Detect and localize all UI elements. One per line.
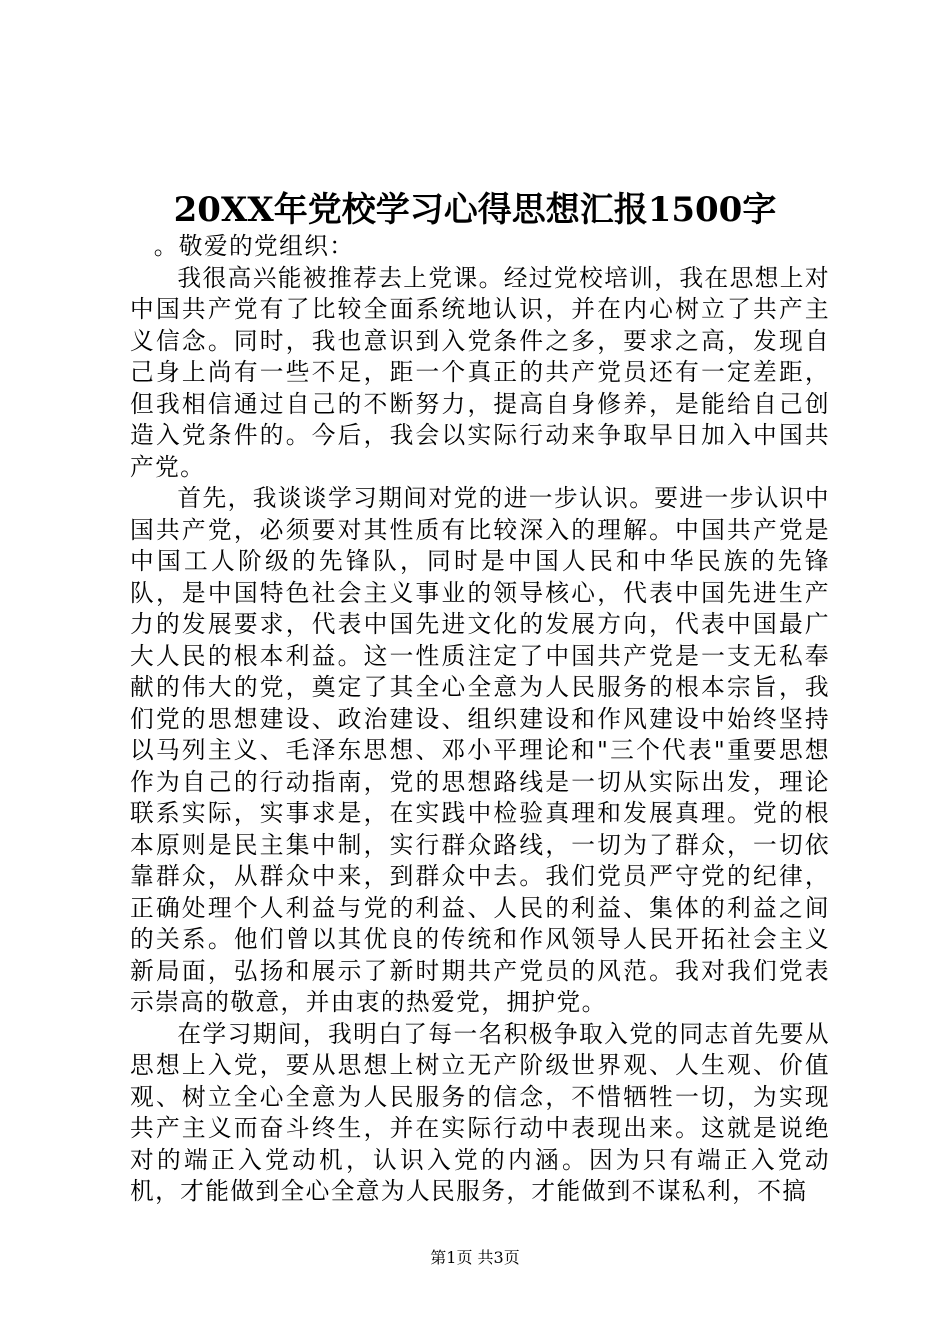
document-title: 20XX年党校学习心得思想汇报1500字	[173, 190, 777, 230]
page-footer: 第1页 共3页	[430, 1248, 520, 1267]
salutation: 。敬爱的党组织：	[153, 232, 355, 260]
paragraph-3: 在学习期间，我明白了每一名积极争取入党的同志首先要从思想上入党，要从思想上树立无产阶级世界观、人生观、价值观、树立全心全意为人民服务的信念，不惜牺牲一切，为实现共产主义而奋斗终生，并在实际行动中表现出来。这就是说绝对的端正入党动机，认识入党的内涵。因为只有端正入党动机，才能做到全心全意为人民服务，才能做到不谋私利，不搞	[130, 1019, 830, 1205]
paragraph-2: 首先，我谈谈学习期间对党的进一步认识。要进一步认识中国共产党，必须要对其性质有比较深入的理解。中国共产党是中国工人阶级的先锋队，同时是中国人民和中华民族的先锋队，是中国特色社会主义事业的领导核心，代表中国先进生产力的发展要求，代表中国先进文化的发展方向，代表中国最广大人民的根本利益。这一性质注定了中国共产党是一支无私奉献的伟大的党，奠定了其全心全意为人民服务的根本宗旨，我们党的思想建设、政治建设、组织建设和作风建设中始终坚持以马列主义、毛泽东思想、邓小平理论和"三个代表"重要思想作为自己的行动指南，党的思想路线是一切从实际出发，理论联系实际，实事求是，在实践中检验真理和发展真理。党的根本原则是民主集中制，实行群众路线，一切为了群众，一切依靠群众，从群众中来，到群众中去。我们党员严守党的纪律，正确处理个人利益与党的利益、人民的利益、集体的利益之间的关系。他们曾以其优良的传统和作风领导人民开拓社会主义新局面，弘扬和展示了新时期共产党员的风范。我对我们党表示崇高的敬意，并由衷的热爱党，拥护党。	[130, 484, 830, 1016]
document-body	[130, 231, 830, 1208]
paragraph-1: 我很高兴能被推荐去上党课。经过党校培训，我在思想上对中国共产党有了比较全面系统地认识，并在内心树立了共产主义信念。同时，我也意识到入党条件之多，要求之高，发现自己身上尚有一些不足，距一个真正的共产党员还有一定差距，但我相信通过自己的不断努力，提高自身修养，是能给自己创造入党条件的。今后，我会以实际行动来争取早日加入中国共产党。	[130, 263, 830, 481]
